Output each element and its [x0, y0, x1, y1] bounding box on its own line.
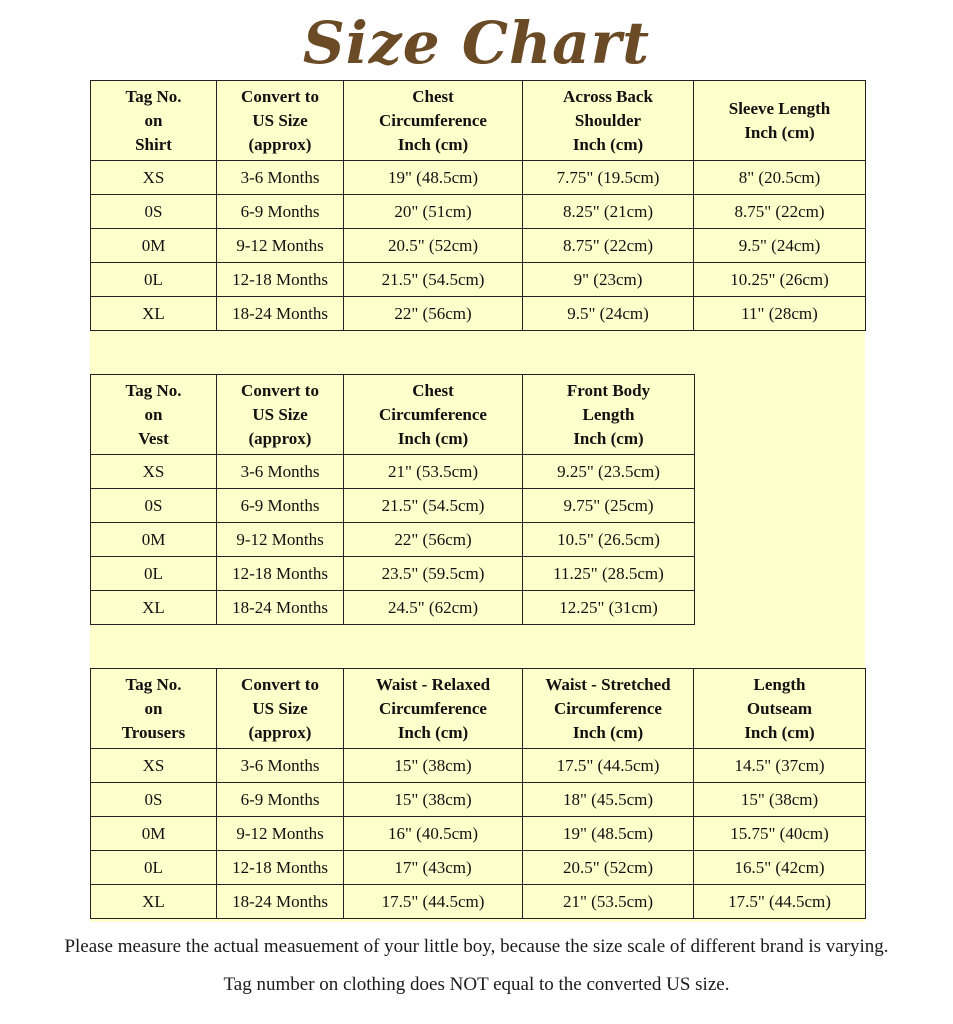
table-row: [91, 263, 866, 297]
tag-size-cell: 0L: [91, 557, 217, 591]
trousers-column-header: [344, 669, 523, 749]
tag-size-cell: 0S: [91, 489, 217, 523]
table-row: [91, 749, 866, 783]
tag-size-cell: 0L: [91, 263, 217, 297]
tag-size-cell: 0M: [91, 817, 217, 851]
tag-size-cell: XL: [91, 591, 217, 625]
header-text-line: Across Back: [563, 86, 653, 106]
header-text-line: US Size: [252, 698, 308, 718]
header-text-line: (approx): [248, 428, 312, 448]
table-cell: 12-18 Months: [217, 557, 344, 591]
header-text-line: Waist - Relaxed: [375, 674, 491, 694]
header-text-line: Circumference: [379, 110, 487, 130]
header-text-line: Circumference: [379, 404, 487, 424]
header-text-line: (approx): [248, 722, 312, 742]
header-text-line: Convert to: [241, 380, 319, 400]
table-row: [91, 297, 866, 331]
table-cell: 9.5" (24cm): [523, 297, 694, 331]
table-cell: 3-6 Months: [217, 455, 344, 489]
table-cell: 15" (38cm): [344, 783, 523, 817]
table-row: [91, 195, 866, 229]
shirt-column-header: [523, 81, 694, 161]
table-cell: 6-9 Months: [217, 783, 344, 817]
table-cell: 20.5" (52cm): [523, 851, 694, 885]
header-text-line: Waist - Stretched: [545, 674, 671, 694]
table-cell: 9-12 Months: [217, 523, 344, 557]
page-title: Size Chart: [302, 9, 651, 77]
trousers-column-header: [694, 669, 866, 749]
header-text-line: on: [144, 110, 163, 130]
header-text-line: Chest: [412, 380, 454, 400]
tag-size-cell: XL: [91, 885, 217, 919]
header-text-line: Front Body: [566, 380, 651, 400]
shirt-size-table: [90, 80, 866, 331]
header-text-line: on: [144, 404, 163, 424]
table-cell: 9" (23cm): [523, 263, 694, 297]
vest-column-header: [217, 375, 344, 455]
header-text-line: Inch (cm): [397, 134, 469, 154]
tag-size-cell: XS: [91, 455, 217, 489]
table-cell: 20.5" (52cm): [344, 229, 523, 263]
table-cell: 22" (56cm): [344, 297, 523, 331]
table-cell: 9.25" (23.5cm): [523, 455, 695, 489]
header-text-line: Circumference: [379, 698, 487, 718]
table-cell: 17.5" (44.5cm): [344, 885, 523, 919]
table-row: [91, 489, 695, 523]
table-row: [91, 591, 695, 625]
table-row: [91, 523, 695, 557]
table-cell: 3-6 Months: [217, 749, 344, 783]
table-cell: 9-12 Months: [217, 817, 344, 851]
tag-size-cell: XS: [91, 161, 217, 195]
trousers-column-header: [91, 669, 217, 749]
table-cell: 11.25" (28.5cm): [523, 557, 695, 591]
measurement-note: Please measure the actual measuement of your little boy, because the size scale of different brand is varying.: [64, 936, 889, 957]
trousers-column-header: [217, 669, 344, 749]
vest-size-table: [90, 374, 695, 625]
table-cell: 10.25" (26cm): [694, 263, 866, 297]
table-cell: 8" (20.5cm): [694, 161, 866, 195]
table-cell: 8.25" (21cm): [523, 195, 694, 229]
header-text-line: Inch (cm): [572, 134, 644, 154]
shirt-column-header: [91, 81, 217, 161]
table-row: [91, 783, 866, 817]
table-row: [91, 161, 866, 195]
header-text-line: Inch (cm): [397, 428, 469, 448]
table-cell: 16.5" (42cm): [694, 851, 866, 885]
table-cell: 18-24 Months: [217, 885, 344, 919]
table-row: [91, 817, 866, 851]
header-text-line: on: [144, 698, 163, 718]
table-cell: 15.75" (40cm): [694, 817, 866, 851]
tag-size-cell: 0S: [91, 195, 217, 229]
table-cell: 9-12 Months: [217, 229, 344, 263]
header-text-line: Inch (cm): [573, 428, 644, 448]
vest-column-header: [344, 375, 523, 455]
table-cell: 6-9 Months: [217, 489, 344, 523]
table-row: [91, 455, 695, 489]
table-row: [91, 851, 866, 885]
trousers-column-header: [523, 669, 694, 749]
table-cell: 15" (38cm): [344, 749, 523, 783]
shirt-column-header: [694, 81, 866, 161]
table-cell: 17.5" (44.5cm): [523, 749, 694, 783]
table-cell: 21" (53.5cm): [344, 455, 523, 489]
table-cell: 19" (48.5cm): [523, 817, 694, 851]
header-text-line: Tag No.: [125, 674, 182, 694]
shirt-column-header: [217, 81, 344, 161]
table-cell: 16" (40.5cm): [344, 817, 523, 851]
table-row: [91, 557, 695, 591]
tag-number-note: Tag number on clothing does NOT equal to the converted US size.: [223, 974, 730, 995]
tag-size-cell: XS: [91, 749, 217, 783]
tag-size-cell: 0L: [91, 851, 217, 885]
table-cell: 11" (28cm): [694, 297, 866, 331]
header-text-line: Inch (cm): [397, 722, 469, 742]
table-cell: 21.5" (54.5cm): [344, 489, 523, 523]
header-text-line: (approx): [248, 134, 312, 154]
table-cell: 17.5" (44.5cm): [694, 885, 866, 919]
header-text-line: US Size: [252, 404, 308, 424]
header-text-line: Outseam: [746, 698, 813, 718]
header-text-line: Trousers: [121, 722, 186, 742]
header-text-line: US Size: [252, 110, 308, 130]
header-text-line: Sleeve Length: [728, 98, 831, 118]
table-cell: 6-9 Months: [217, 195, 344, 229]
table-cell: 9.5" (24cm): [694, 229, 866, 263]
tag-size-cell: 0M: [91, 523, 217, 557]
shirt-column-header: [344, 81, 523, 161]
table-cell: 14.5" (37cm): [694, 749, 866, 783]
table-cell: 12-18 Months: [217, 851, 344, 885]
table-cell: 23.5" (59.5cm): [344, 557, 523, 591]
header-text-line: Shoulder: [574, 110, 642, 130]
header-text-line: Length: [753, 674, 806, 694]
header-text-line: Shirt: [135, 134, 172, 154]
header-text-line: Convert to: [241, 86, 319, 106]
header-text-line: Length: [582, 404, 635, 424]
header-text-line: Tag No.: [125, 380, 182, 400]
header-text-line: Inch (cm): [744, 122, 815, 142]
trousers-header-row: [91, 669, 866, 749]
tag-size-cell: 0M: [91, 229, 217, 263]
table-cell: 12.25" (31cm): [523, 591, 695, 625]
tag-size-cell: 0S: [91, 783, 217, 817]
table-row: [91, 229, 866, 263]
table-cell: 3-6 Months: [217, 161, 344, 195]
table-cell: 19" (48.5cm): [344, 161, 523, 195]
tag-size-cell: XL: [91, 297, 217, 331]
table-cell: 7.75" (19.5cm): [523, 161, 694, 195]
table-cell: 24.5" (62cm): [344, 591, 523, 625]
vest-column-header: [91, 375, 217, 455]
table-cell: 8.75" (22cm): [523, 229, 694, 263]
table-cell: 12-18 Months: [217, 263, 344, 297]
table-cell: 18-24 Months: [217, 297, 344, 331]
table-cell: 15" (38cm): [694, 783, 866, 817]
shirt-header-row: [91, 81, 866, 161]
table-cell: 18-24 Months: [217, 591, 344, 625]
table-cell: 21" (53.5cm): [523, 885, 694, 919]
header-text-line: Convert to: [241, 674, 319, 694]
table-cell: 22" (56cm): [344, 523, 523, 557]
header-text-line: Inch (cm): [572, 722, 644, 742]
table-cell: 21.5" (54.5cm): [344, 263, 523, 297]
header-text-line: Chest: [412, 86, 454, 106]
table-cell: 17" (43cm): [344, 851, 523, 885]
table-cell: 20" (51cm): [344, 195, 523, 229]
table-cell: 9.75" (25cm): [523, 489, 695, 523]
trousers-size-table: [90, 668, 866, 919]
table-cell: 10.5" (26.5cm): [523, 523, 695, 557]
vest-column-header: [523, 375, 695, 455]
table-row: [91, 885, 866, 919]
vest-header-row: [91, 375, 695, 455]
header-text-line: Vest: [138, 428, 169, 448]
header-text-line: Inch (cm): [744, 722, 815, 742]
table-cell: 8.75" (22cm): [694, 195, 866, 229]
table-cell: 18" (45.5cm): [523, 783, 694, 817]
header-text-line: Tag No.: [125, 86, 182, 106]
header-text-line: Circumference: [554, 698, 662, 718]
